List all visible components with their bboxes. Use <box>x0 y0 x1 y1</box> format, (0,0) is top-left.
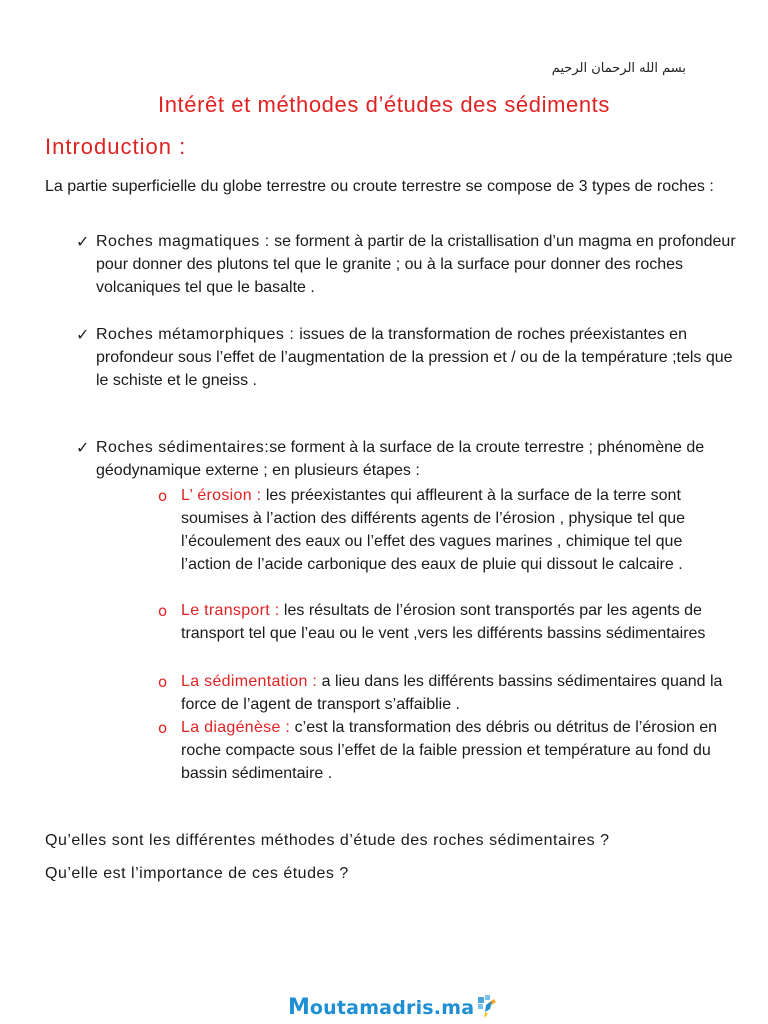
step-description: a lieu dans les différents bassins sédimentaires quand la force de l’agent de transport s’affaiblie . <box>181 673 723 713</box>
checkmark-icon: ✓ <box>76 438 90 457</box>
step-item <box>158 716 728 785</box>
step-item <box>158 599 728 645</box>
step-description: c’est la transformation des débris ou détritus de l’érosion en roche compacte sous l’effet de la faible pression et température au fond du bassin sédimentaire . <box>181 719 718 782</box>
logo-text: outamadris.ma <box>309 997 475 1019</box>
site-logo <box>288 994 500 1022</box>
step-item <box>158 670 728 716</box>
step-description: les résultats de l’érosion sont transportés par les agents de transport tel que l’eau ou le vent ,vers les différents bassins sédimentaires <box>181 602 706 642</box>
step-term: Le transport : <box>181 602 280 619</box>
rock-type-description: se forment à la surface de la croute terrestre ; phénomène de géodynamique externe ; en plusieurs étapes : <box>96 439 705 479</box>
rock-type-item <box>76 230 748 299</box>
question-text: Qu’elles sont les différentes méthodes d’étude des roches sédimentaires ? <box>45 832 610 849</box>
page-title: Intérêt et méthodes d’études des sédiments <box>157 92 610 117</box>
pencil-icon <box>476 995 500 1021</box>
circle-bullet-icon: o <box>158 487 168 505</box>
step-item <box>158 484 728 576</box>
rock-type-term: Roches sédimentaires: <box>96 439 270 456</box>
rock-type-description: se forment à partir de la cristallisation d’un magma en profondeur pour donner des plutons tel que le granite ; ou à la surface pour donner des roches volcaniques tel que le basalte . <box>96 233 736 296</box>
question-text: Qu’elle est l’importance de ces études ? <box>45 865 349 882</box>
rock-type-item <box>76 323 748 392</box>
intro-heading: Introduction : <box>45 134 187 159</box>
rock-type-term: Roches métamorphiques : <box>96 326 300 343</box>
logo-initial: M <box>288 995 310 1020</box>
step-description: les préexistantes qui affleurent à la surface de la terre sont soumises à l’action des différents agents de l’érosion , physique tel que l’écoulement des eaux ou l’effet des vagues marines , chimique tel que l’action de l’acide carbonique des eaux de pluie qui dissout le calcaire . <box>181 487 686 573</box>
circle-bullet-icon: o <box>158 673 168 691</box>
circle-bullet-icon: o <box>158 719 168 737</box>
rock-type-term: Roches magmatiques : <box>96 233 270 250</box>
rock-type-item <box>76 436 748 482</box>
checkmark-icon: ✓ <box>76 325 90 344</box>
step-term: La diagénèse : <box>181 719 291 736</box>
step-term: L’ érosion : <box>181 487 262 504</box>
intro-text: La partie superficielle du globe terrestre ou croute terrestre se compose de 3 types de roches : <box>45 178 714 195</box>
circle-bullet-icon: o <box>158 602 168 620</box>
rock-type-description: issues de la transformation de roches préexistantes en profondeur sous l’effet de l’augmentation de la pression et / ou de la température ;tels que le schiste et le gneiss . <box>96 326 733 389</box>
step-term: La sédimentation : <box>181 673 318 690</box>
basmala: بسم الله الرحمان الرحيم <box>551 61 686 76</box>
checkmark-icon: ✓ <box>76 232 90 251</box>
